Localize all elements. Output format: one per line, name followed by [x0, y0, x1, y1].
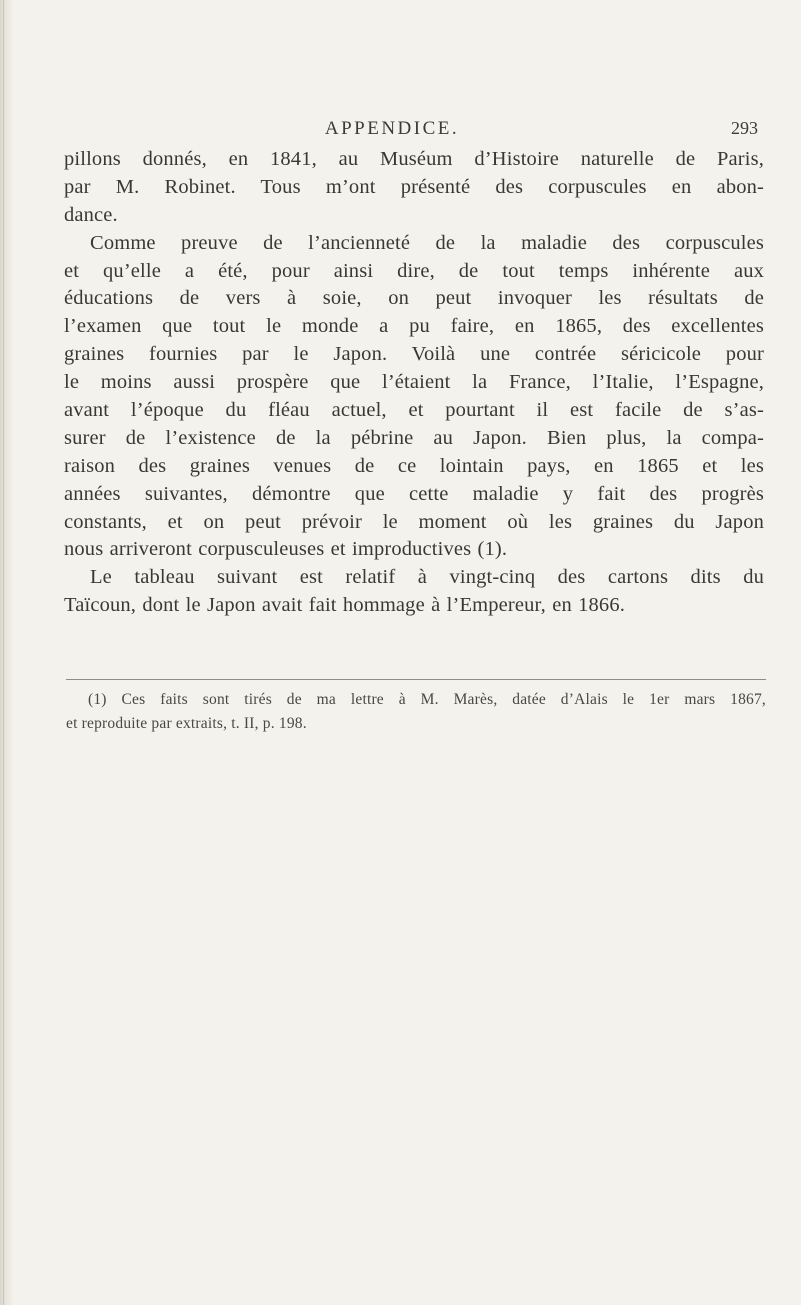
- text-line: avant l’époque du fléau actuel, et pourtant il est facile de s’as-: [64, 399, 764, 422]
- text-line: raison des graines venues de ce lointain pays, en 1865 et les: [64, 454, 764, 477]
- text-line: Le tableau suivant est relatif à vingt-cinq des cartons dits du: [90, 566, 764, 589]
- footnote-line: et reproduite par extraits, t. II, p. 198.: [66, 715, 307, 732]
- footnotes: [66, 688, 766, 736]
- text-line: Taïcoun, dont le Japon avait fait hommage à l’Empereur, en 1866.: [64, 594, 625, 617]
- text-line: l’examen que tout le monde a pu faire, en 1865, des excellentes: [64, 315, 764, 338]
- footnote-divider: [66, 679, 766, 680]
- text-line: et qu’elle a été, pour ainsi dire, de tout temps inhérente aux: [64, 259, 764, 282]
- page-binding-edge: [0, 0, 14, 1305]
- text-line: constants, et on peut prévoir le moment où les graines du Japon: [64, 510, 764, 533]
- running-header: [0, 118, 801, 142]
- text-line: Comme preuve de l’ancienneté de la maladie des corpuscules: [90, 231, 764, 254]
- text-line: éducations de vers à soie, on peut invoquer les résultats de: [64, 287, 764, 310]
- page-number: 293: [731, 118, 758, 138]
- text-line: années suivantes, démontre que cette maladie y fait des progrès: [64, 482, 764, 505]
- text-line: par M. Robinet. Tous m’ont présenté des corpuscules en abon-: [64, 175, 764, 198]
- text-line: le moins aussi prospère que l’étaient la France, l’Italie, l’Espagne,: [64, 371, 764, 394]
- text-line: nous arriveront corpusculeuses et improductives (1).: [64, 538, 508, 561]
- text-line: surer de l’existence de la pébrine au Japon. Bien plus, la compa-: [64, 426, 764, 449]
- text-line: dance.: [64, 203, 118, 226]
- running-title: APPENDICE.: [324, 118, 460, 139]
- body-text: [64, 146, 764, 620]
- text-line: pillons donnés, en 1841, au Muséum d’Histoire naturelle de Paris,: [64, 148, 764, 170]
- text-line: graines fournies par le Japon. Voilà une contrée séricicole pour: [64, 343, 764, 366]
- footnote-line: (1) Ces faits sont tirés de ma lettre à M. Marès, datée d’Alais le 1er mars 1867,: [88, 691, 766, 708]
